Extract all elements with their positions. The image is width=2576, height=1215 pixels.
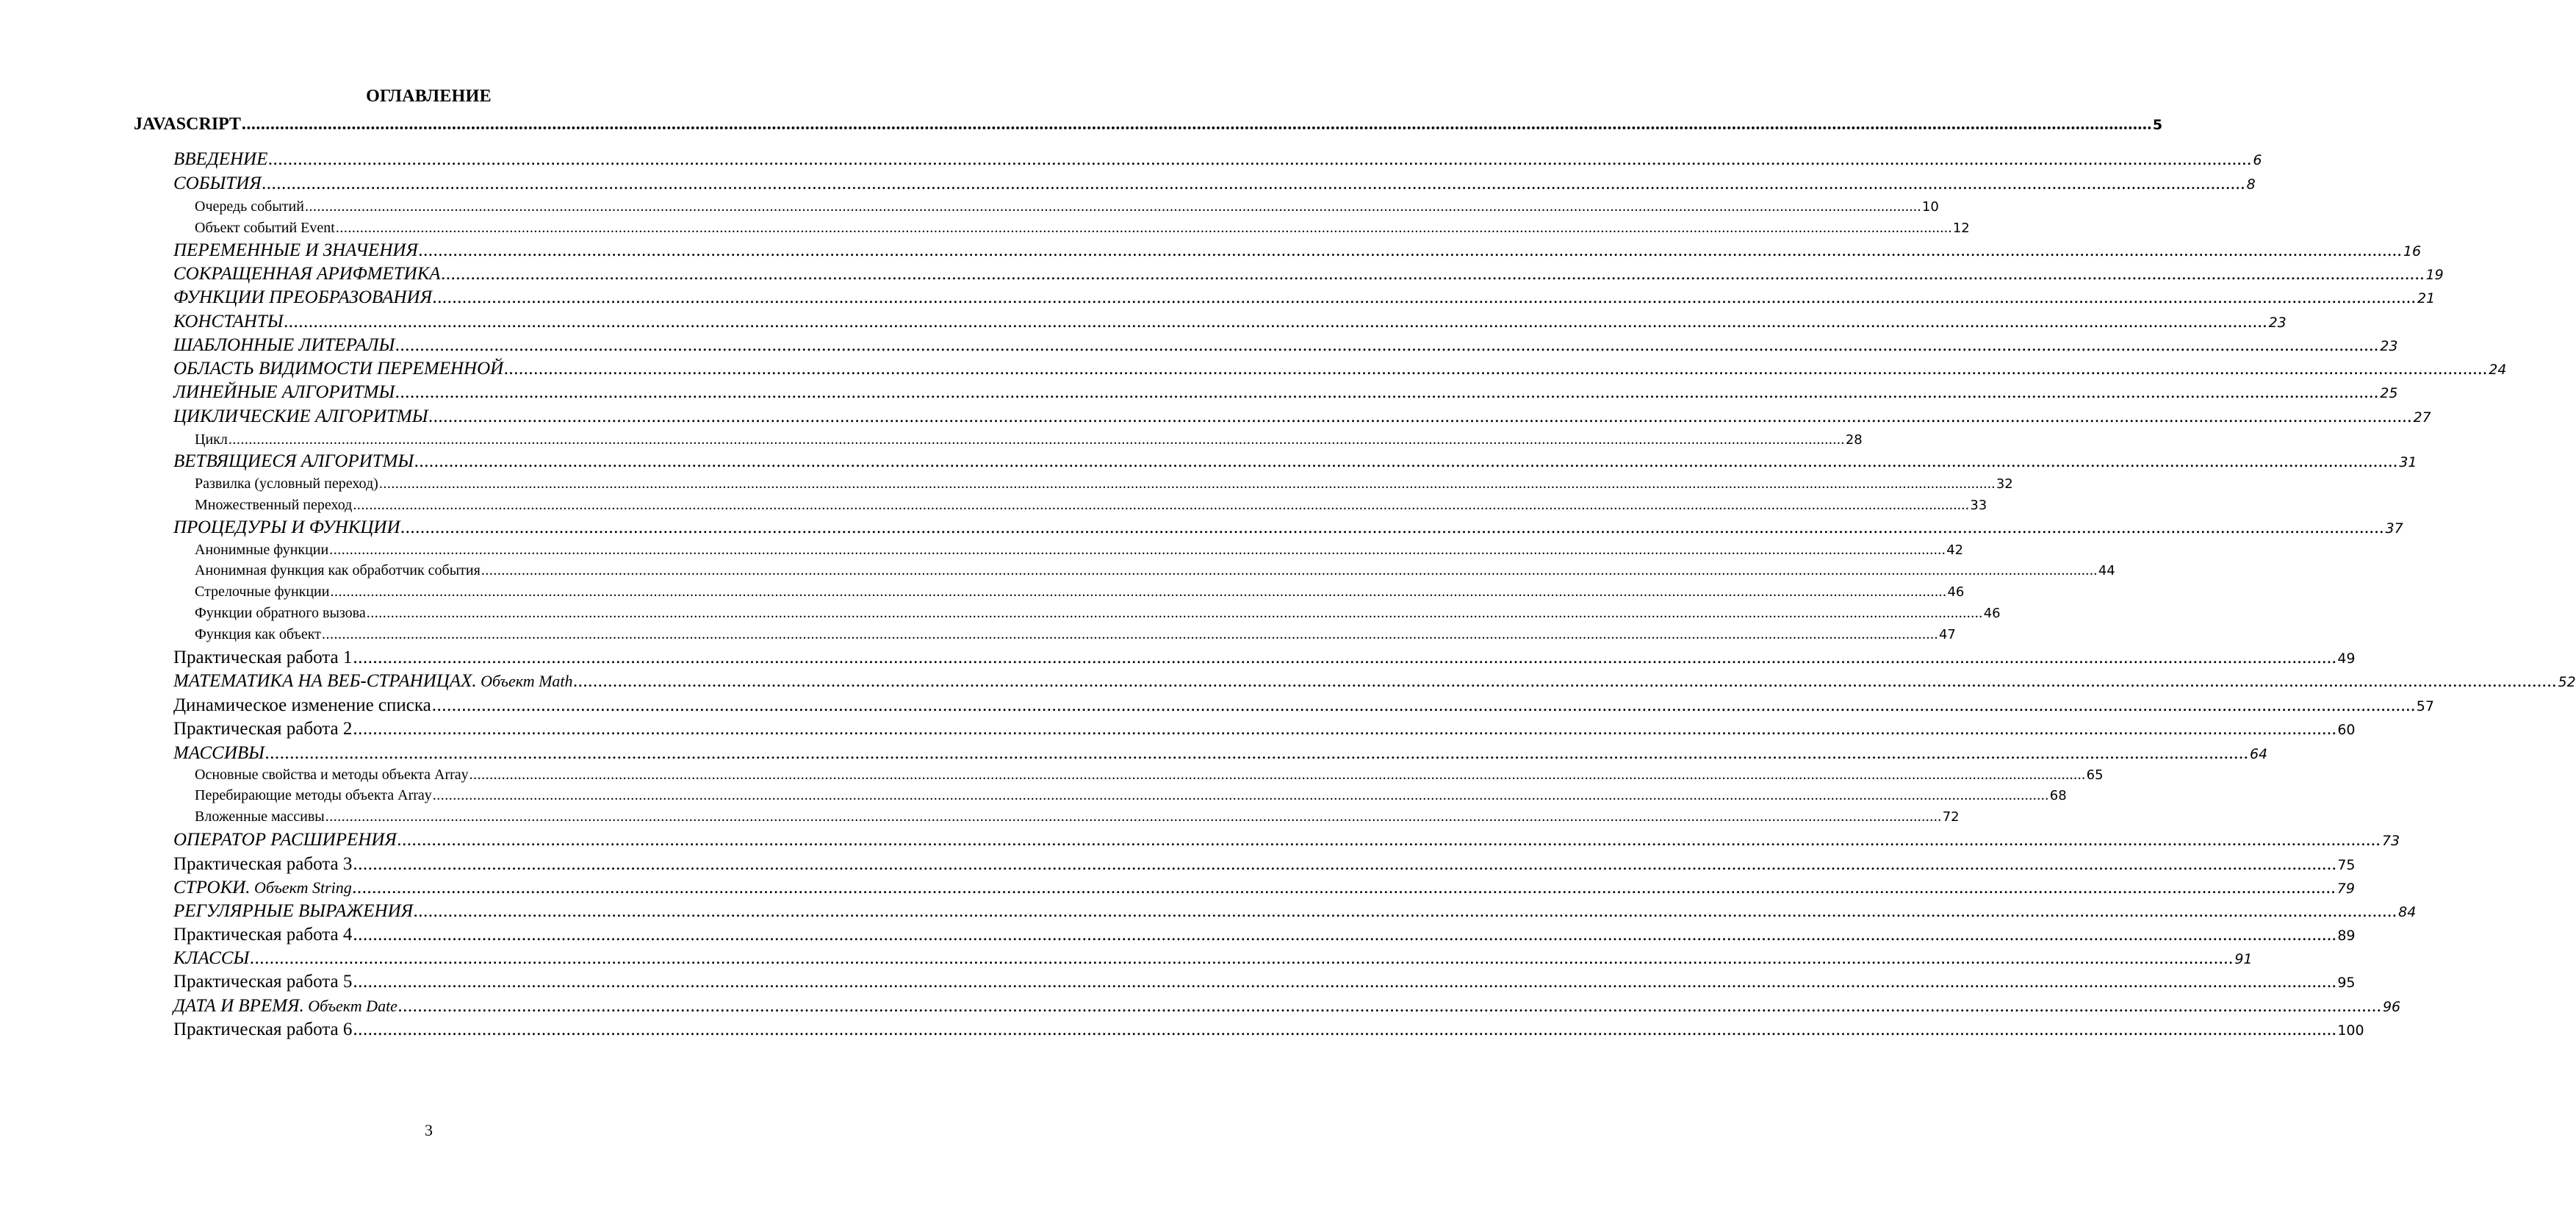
toc-entry-title: Практическая работа 6 [173, 1019, 353, 1039]
toc-entry-page: 16 [2403, 243, 2422, 259]
toc-entry-title: Практическая работа 2 [173, 719, 353, 739]
toc-entry-label [134, 115, 241, 135]
toc-entry[interactable] [195, 626, 1956, 645]
toc-entry-title: Практическая работа 5 [173, 972, 353, 992]
toc-entry-label [173, 854, 352, 875]
toc-entry-label [173, 359, 503, 379]
toc-entry[interactable] [195, 476, 2013, 494]
toc-entry[interactable] [173, 149, 2262, 171]
toc-entry-page: 89 [2337, 928, 2356, 944]
toc-entry-page: 52 [2558, 674, 2576, 690]
toc-entry-page: 46 [1947, 584, 1965, 600]
dot-leader: ................................................................................................................................................................................................................................................................................................................................................................................................................ [241, 115, 2152, 134]
toc-entry-title: Вложенные массивы [195, 809, 325, 825]
toc-entry-page: 75 [2337, 857, 2356, 873]
toc-entry-page: 84 [2398, 904, 2417, 920]
toc-entry-page: 5 [2152, 117, 2163, 133]
toc-entry[interactable] [195, 787, 2067, 806]
toc-entry[interactable] [173, 719, 2356, 741]
dot-leader: ................................................................................................................................................................................................................................................................................................................................................................................................................ [481, 562, 2098, 578]
dot-leader: ................................................................................................................................................................................................................................................................................................................................................................................................................ [353, 1019, 2337, 1039]
toc-entry[interactable] [195, 767, 2104, 785]
toc-entry[interactable] [195, 809, 1960, 827]
toc-entry-label [195, 562, 481, 579]
toc-entry[interactable] [195, 542, 1964, 560]
toc-entry-title: КОНСТАНТЫ [173, 312, 284, 331]
dot-leader: ................................................................................................................................................................................................................................................................................................................................................................................................................ [395, 382, 2380, 402]
toc-entry-page: 42 [1946, 542, 1964, 558]
toc-entry[interactable] [173, 996, 2401, 1018]
toc-entry[interactable] [173, 743, 2268, 765]
toc-entry-page: 64 [2249, 746, 2268, 762]
toc-entry[interactable] [173, 335, 2398, 357]
toc-entry-page: 100 [2337, 1022, 2364, 1039]
toc-entry-title: Основные свойства и методы объекта Array [195, 767, 469, 783]
toc-entry-page: 33 [1970, 498, 1987, 513]
toc-entry[interactable] [173, 382, 2398, 404]
toc-entry-label [173, 451, 414, 472]
toc-entry[interactable] [195, 584, 1965, 602]
toc-entry-page: 25 [2380, 385, 2398, 401]
toc-entry-title: ЦИКЛИЧЕСКИЕ АЛГОРИТМЫ [173, 406, 428, 426]
toc-entry-title: КЛАССЫ [173, 948, 250, 968]
toc-entry[interactable] [173, 878, 2355, 900]
toc-entry-title: Функции обратного вызова [195, 605, 366, 621]
dot-leader: ................................................................................................................................................................................................................................................................................................................................................................................................................ [353, 925, 2337, 945]
dot-leader: ................................................................................................................................................................................................................................................................................................................................................................................................................ [418, 240, 2403, 260]
toc-entry-label [173, 695, 431, 716]
dot-leader: ................................................................................................................................................................................................................................................................................................................................................................................................................ [352, 878, 2336, 897]
toc-entry-title: Практическая работа 4 [173, 925, 353, 945]
toc-entry-label [195, 431, 228, 448]
toc-entry-subtitle: Объект Date [303, 997, 397, 1015]
toc-entry-label [195, 787, 432, 804]
toc-entry-page: 31 [2399, 454, 2417, 470]
toc-entry-title: Практическая работа 1 [173, 648, 353, 667]
toc-entry-title: ПРОЦЕДУРЫ И ФУНКЦИИ [173, 517, 400, 537]
toc-entry-label [173, 648, 352, 668]
toc-entry-title: ВЕТВЯЩИЕСЯ АЛГОРИТМЫ [173, 451, 414, 471]
toc-entry-title: ШАБЛОННЫЕ ЛИТЕРАЛЫ [173, 335, 395, 355]
toc-entry-label [195, 767, 469, 784]
dot-leader: ................................................................................................................................................................................................................................................................................................................................................................................................................ [329, 542, 1946, 558]
dot-leader: ................................................................................................................................................................................................................................................................................................................................................................................................................ [428, 406, 2413, 426]
toc-entry-title: ВВЕДЕНИЕ [173, 149, 268, 169]
dot-leader: ................................................................................................................................................................................................................................................................................................................................................................................................................ [414, 451, 2399, 471]
toc-entry[interactable] [134, 115, 2163, 135]
toc-entry-page: 27 [2413, 409, 2431, 426]
toc-entry[interactable] [173, 312, 2287, 334]
toc-entry-label [173, 719, 352, 739]
dot-leader: ................................................................................................................................................................................................................................................................................................................................................................................................................ [397, 996, 2382, 1016]
toc-entry-page: 47 [1938, 627, 1956, 642]
toc-entry[interactable] [173, 671, 2576, 693]
toc-entry-page: 8 [2246, 176, 2256, 193]
toc-entry[interactable] [173, 830, 2400, 852]
toc-entry-page: 46 [1983, 606, 2001, 621]
toc-entry-title: Стрелочные функции [195, 584, 330, 600]
toc-entry-page: 12 [1952, 221, 1970, 236]
dot-leader: ................................................................................................................................................................................................................................................................................................................................................................................................................ [469, 767, 2086, 783]
dot-leader: ................................................................................................................................................................................................................................................................................................................................................................................................................ [395, 335, 2380, 355]
toc-entry-title: Множественный переход [195, 497, 353, 513]
toc-entry-title: СТРОКИ. [173, 878, 251, 897]
toc-entry-page: 6 [2253, 152, 2262, 168]
toc-entry[interactable] [195, 605, 2001, 623]
toc-entry-subtitle: Объект String [250, 878, 352, 897]
dot-leader: ................................................................................................................................................................................................................................................................................................................................................................................................................ [400, 517, 2385, 537]
page-title: ОГЛАВЛЕНИЕ [366, 87, 492, 106]
toc-entry-label [195, 198, 304, 215]
toc-entry-label [173, 901, 413, 922]
toc-entry-page: 96 [2382, 999, 2401, 1015]
dot-leader: ................................................................................................................................................................................................................................................................................................................................................................................................................ [353, 648, 2337, 667]
toc-entry-title: ДАТА И ВРЕМЯ. [173, 996, 304, 1016]
toc-entry[interactable] [173, 240, 2422, 262]
toc-entry-page: 23 [2380, 338, 2398, 354]
toc-entry[interactable] [173, 451, 2417, 473]
toc-entry-title: ЛИНЕЙНЫЕ АЛГОРИТМЫ [173, 382, 395, 402]
toc-entry[interactable] [173, 287, 2436, 309]
toc-entry-label [173, 173, 262, 194]
dot-leader: ................................................................................................................................................................................................................................................................................................................................................................................................................ [441, 264, 2425, 284]
toc-entry-label [173, 240, 418, 261]
toc-entry-title: Анонимные функции [195, 542, 329, 558]
toc-entry-page: 60 [2337, 722, 2356, 738]
toc-entry-page: 95 [2337, 975, 2356, 991]
toc-entry-label [195, 220, 335, 237]
toc-entry-page: 23 [2268, 315, 2287, 331]
dot-leader: ................................................................................................................................................................................................................................................................................................................................................................................................................ [353, 854, 2337, 874]
dot-leader: ................................................................................................................................................................................................................................................................................................................................................................................................................ [335, 220, 1952, 236]
toc-entry-label [173, 149, 267, 170]
toc-entry[interactable] [173, 854, 2356, 876]
toc-entry[interactable] [173, 972, 2356, 994]
toc-entry[interactable] [173, 948, 2253, 970]
toc-entry-title: Очередь событий [195, 198, 304, 215]
toc-entry-label [173, 830, 397, 850]
dot-leader: ................................................................................................................................................................................................................................................................................................................................................................................................................ [268, 149, 2253, 169]
toc-entry[interactable] [173, 695, 2434, 717]
toc-entry-label [173, 878, 352, 898]
toc-entry-label [195, 542, 328, 559]
dot-leader: ................................................................................................................................................................................................................................................................................................................................................................................................................ [433, 287, 2417, 307]
toc-entry-label [173, 996, 397, 1017]
dot-leader: ................................................................................................................................................................................................................................................................................................................................................................................................................ [250, 948, 2234, 968]
toc-entry-title: Анонимная функция как обработчик события [195, 562, 481, 578]
toc-entry-page: 19 [2425, 267, 2444, 283]
toc-entry-title: РЕГУЛЯРНЫЕ ВЫРАЖЕНИЯ [173, 901, 414, 921]
dot-leader: ................................................................................................................................................................................................................................................................................................................................................................................................................ [432, 787, 2049, 803]
toc-entry[interactable] [173, 264, 2444, 286]
toc-entry-title: ОБЛАСТЬ ВИДИМОСТИ ПЕРЕМЕННОЙ [173, 359, 504, 379]
toc-entry-label [195, 626, 321, 643]
dot-leader: ................................................................................................................................................................................................................................................................................................................................................................................................................ [366, 605, 1983, 621]
dot-leader: ................................................................................................................................................................................................................................................................................................................................................................................................................ [284, 312, 2268, 331]
toc-entry-page: 24 [2489, 362, 2507, 378]
toc-entry-title: Перебирающие методы объекта Array [195, 787, 432, 803]
toc-entry-page: 91 [2234, 951, 2253, 967]
toc-entry-page: 57 [2416, 698, 2434, 714]
dot-leader: ................................................................................................................................................................................................................................................................................................................................................................................................................ [262, 173, 2246, 193]
toc-entry-title: Развилка (условный переход) [195, 476, 378, 492]
toc-entry-label [195, 809, 325, 825]
dot-leader: ................................................................................................................................................................................................................................................................................................................................................................................................................ [353, 497, 1970, 513]
toc-entry[interactable] [173, 173, 2256, 196]
toc-entry-page: 37 [2385, 520, 2403, 537]
toc-entry[interactable] [173, 359, 2507, 381]
toc-entry[interactable] [195, 497, 1987, 515]
toc-entry-label [173, 335, 395, 356]
toc-entry-title: МАССИВЫ [173, 743, 265, 763]
toc-entry[interactable] [173, 1019, 2364, 1042]
toc-entry-label [195, 584, 329, 601]
dot-leader: ................................................................................................................................................................................................................................................................................................................................................................................................................ [504, 359, 2489, 379]
toc-entry[interactable] [173, 648, 2356, 670]
dot-leader: ................................................................................................................................................................................................................................................................................................................................................................................................................ [414, 901, 2398, 921]
toc-entry[interactable] [195, 198, 1939, 217]
toc-entry-label [195, 497, 352, 514]
dot-leader: ................................................................................................................................................................................................................................................................................................................................................................................................................ [573, 671, 2558, 691]
dot-leader: ................................................................................................................................................................................................................................................................................................................................................................................................................ [330, 584, 1947, 600]
dot-leader: ................................................................................................................................................................................................................................................................................................................................................................................................................ [378, 476, 1996, 492]
dot-leader: ................................................................................................................................................................................................................................................................................................................................................................................................................ [431, 695, 2416, 715]
toc-entry-label [173, 1019, 352, 1040]
toc-entry-page: 49 [2337, 650, 2356, 667]
toc-entry-title: Функция как объект [195, 626, 321, 642]
toc-entry-label [173, 264, 441, 284]
dot-leader: ................................................................................................................................................................................................................................................................................................................................................................................................................ [353, 972, 2337, 992]
toc-entry-subtitle: Объект Math [476, 672, 573, 690]
toc-entry-label [173, 382, 395, 403]
toc-entry-page: 32 [1996, 476, 2013, 492]
toc-entry-title: Объект событий Event [195, 220, 335, 236]
toc-entry-page: 73 [2381, 833, 2400, 849]
toc-entry-label [173, 517, 400, 538]
dot-leader: ................................................................................................................................................................................................................................................................................................................................................................................................................ [321, 626, 1938, 642]
toc-entry-page: 65 [2086, 767, 2104, 783]
toc-entry-title: ОПЕРАТОР РАСШИРЕНИЯ [173, 830, 397, 850]
toc-entry-label [173, 406, 428, 427]
toc-entry[interactable] [173, 925, 2356, 947]
dot-leader: ................................................................................................................................................................................................................................................................................................................................................................................................................ [304, 198, 1921, 215]
toc-entry-label [173, 925, 352, 945]
dot-leader: ................................................................................................................................................................................................................................................................................................................................................................................................................ [325, 809, 1942, 825]
toc-entry-title: JAVASCRIPT [134, 115, 241, 134]
dot-leader: ................................................................................................................................................................................................................................................................................................................................................................................................................ [397, 830, 2381, 850]
toc-entry-title: СОБЫТИЯ [173, 173, 262, 193]
page-number: 3 [425, 1121, 433, 1139]
toc-entry-title: Цикл [195, 431, 228, 448]
toc-entry-label [195, 476, 378, 492]
dot-leader: ................................................................................................................................................................................................................................................................................................................................................................................................................ [228, 431, 1845, 448]
toc-entry-page: 10 [1921, 199, 1939, 215]
toc-entry[interactable] [195, 220, 1970, 238]
toc-entry-label [195, 605, 366, 622]
toc-entry-label [173, 948, 249, 969]
toc-entry-label [173, 743, 265, 764]
toc-entry-label [173, 671, 573, 692]
toc-entry-title: ПЕРЕМЕННЫЕ И ЗНАЧЕНИЯ [173, 240, 418, 260]
toc-entry-label [173, 972, 352, 992]
toc-entry[interactable] [195, 431, 1863, 450]
toc-entry[interactable] [195, 562, 2115, 581]
dot-leader: ................................................................................................................................................................................................................................................................................................................................................................................................................ [265, 743, 2249, 763]
toc-entry-page: 72 [1942, 809, 1960, 825]
toc-entry[interactable] [173, 517, 2403, 540]
toc-entry-label [173, 287, 432, 308]
toc-entry-page: 28 [1845, 432, 1863, 448]
toc-entry-page: 21 [2417, 290, 2436, 307]
toc-entry-page: 68 [2049, 788, 2067, 803]
toc-entry-page: 44 [2098, 563, 2115, 578]
toc-entry-title: Практическая работа 3 [173, 854, 353, 874]
toc-entry-title: СОКРАЩЕННАЯ АРИФМЕТИКА [173, 264, 441, 284]
toc-entry-title: ФУНКЦИИ ПРЕОБРАЗОВАНИЯ [173, 287, 433, 307]
toc-entry[interactable] [173, 901, 2417, 923]
toc-entry-label [173, 312, 284, 332]
toc-entry[interactable] [173, 406, 2431, 429]
dot-leader: ................................................................................................................................................................................................................................................................................................................................................................................................................ [353, 719, 2337, 739]
toc-entry-title: Динамическое изменение списка [173, 695, 431, 715]
toc-entry-page: 79 [2336, 881, 2355, 897]
toc-entry-title: МАТЕМАТИКА НА ВЕБ-СТРАНИЦАХ. [173, 671, 477, 691]
